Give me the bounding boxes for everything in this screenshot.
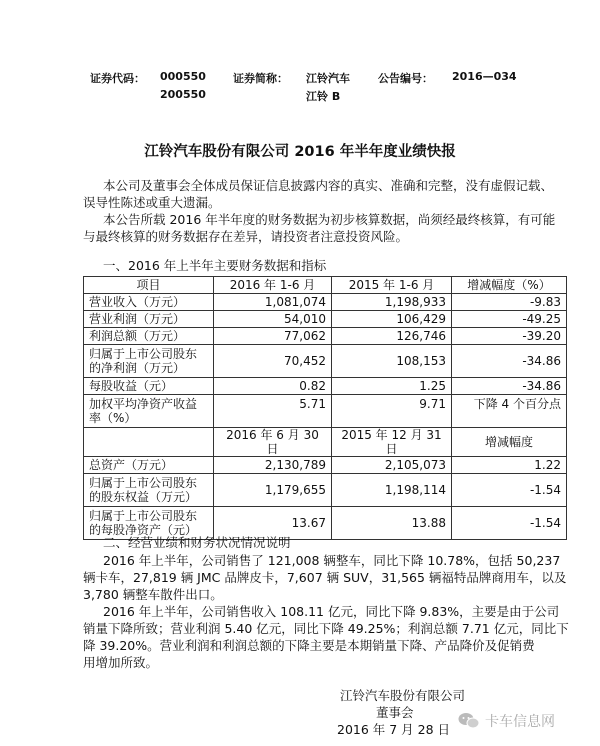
row-label: [84, 345, 214, 378]
code-label: 证券代码：: [90, 72, 145, 85]
change-value: -1.54: [452, 507, 567, 540]
change-value: -49.25: [452, 311, 567, 328]
section2-p2-line3: 降 39.20%。营业利润和利润总额的下降主要是本期销量下降、产品降价及促销费: [83, 638, 535, 653]
row-label-line2: 的净利润（万元）: [89, 361, 186, 375]
change-value: -1.54: [452, 474, 567, 507]
value-2016: 0.82: [214, 378, 332, 395]
table-row: [84, 457, 567, 474]
section1-title: 一、2016 年上半年主要财务数据和指标: [103, 258, 327, 273]
watermark: [458, 711, 555, 731]
value-2015: 108,153: [332, 345, 452, 378]
value-2016: 77,062: [214, 328, 332, 345]
stock-name-a: 江铃汽车: [306, 72, 350, 85]
header-2016-h1: 2016 年 1-6 月: [214, 277, 332, 294]
table-row: [84, 474, 567, 507]
stock-code-b: 200550: [160, 88, 206, 101]
header-change-2: 增减幅度: [452, 428, 567, 457]
change-value: -39.20: [452, 328, 567, 345]
row-label-line2: 的股东权益（万元）: [89, 490, 198, 504]
name-label: 证券简称：: [233, 72, 288, 85]
row-label: [84, 474, 214, 507]
watermark-text: 卡车信息网: [485, 714, 555, 730]
value-2015: 2,105,073: [332, 457, 452, 474]
table-row: [84, 395, 567, 428]
value-2015: 9.71: [332, 395, 452, 428]
signature-date: 2016 年 7 月 28 日: [337, 722, 451, 737]
table-row: [84, 311, 567, 328]
value-2015: 106,429: [332, 311, 452, 328]
section2-p2-line4: 用增加所致。: [83, 655, 159, 670]
table-row: [84, 345, 567, 378]
row-label-line1: 归属于上市公司股东: [89, 476, 198, 490]
header-change: 增减幅度（%）: [452, 277, 567, 294]
section2-p2-line2: 销量下降所致；营业利润 5.40 亿元，同比下降 49.25%；利润总额 7.71 亿元，同比下: [83, 621, 569, 636]
table-row: [84, 328, 567, 345]
value-2015: 1.25: [332, 378, 452, 395]
table-header-row: [84, 277, 567, 294]
signature-board: 董事会: [376, 705, 414, 720]
row-label-line2: 的每股净资产（元）: [89, 523, 198, 537]
financial-table: [83, 276, 567, 540]
row-label-line2: 率（%）: [89, 411, 137, 425]
intro-p1-line2: 误导性陈述或重大遗漏。: [83, 195, 221, 210]
section2-p2-line1: 2016 年上半年，公司销售收入 108.11 亿元，同比下降 9.83%，主要是由于公司: [103, 604, 560, 619]
change-value: -34.86: [452, 345, 567, 378]
row-label: 营业利润（万元）: [84, 311, 214, 328]
announcement-label: 公告编号：: [378, 72, 433, 85]
row-label: [84, 395, 214, 428]
value-2016: 2,130,789: [214, 457, 332, 474]
wechat-icon: [458, 712, 480, 730]
section2-p1-line3: 3,780 辆整车散件出口。: [83, 587, 223, 602]
value-2016: 54,010: [214, 311, 332, 328]
row-label: 营业收入（万元）: [84, 294, 214, 311]
row-label-line1: 归属于上市公司股东: [89, 509, 198, 523]
table-row: [84, 294, 567, 311]
row-label-line1: 归属于上市公司股东: [89, 347, 198, 361]
header-2015-dec31: 2015 年 12 月 31 日: [332, 428, 452, 457]
row-label: 每股收益（元）: [84, 378, 214, 395]
section2-p1-line1: 2016 年上半年，公司销售了 121,008 辆整车，同比下降 10.78%，包括 50,237: [103, 553, 561, 568]
header-2015-h1: 2015 年 1-6 月: [332, 277, 452, 294]
value-2015: 1,198,114: [332, 474, 452, 507]
intro-p1-line1: 本公司及董事会全体成员保证信息披露内容的真实、准确和完整，没有虚假记载、: [103, 178, 554, 193]
value-2015: 13.88: [332, 507, 452, 540]
announcement-number: 2016—034: [452, 70, 517, 83]
table-header-row-2: [84, 428, 567, 457]
row-label-line1: 加权平均净资产收益: [89, 397, 198, 411]
stock-code-a: 000550: [160, 70, 206, 83]
section2-p1-line2: 辆卡车，27,819 辆 JMC 品牌皮卡，7,607 辆 SUV，31,565 辆福特品牌商用车，以及: [83, 570, 567, 585]
intro-p2-line1: 本公告所载 2016 年半年度的财务数据为初步核算数据，尚须经最终核算，有可能: [103, 212, 556, 227]
table-row: [84, 378, 567, 395]
value-2016: 1,081,074: [214, 294, 332, 311]
stock-name-b: 江铃 B: [306, 90, 341, 103]
header-blank: [84, 428, 214, 457]
row-label: 利润总额（万元）: [84, 328, 214, 345]
value-2016: 5.71: [214, 395, 332, 428]
value-2016: 1,179,655: [214, 474, 332, 507]
value-2015: 126,746: [332, 328, 452, 345]
signature-company: 江铃汽车股份有限公司: [340, 688, 466, 703]
page-title: 江铃汽车股份有限公司 2016 年半年度业绩快报: [144, 144, 456, 160]
value-2016: 13.67: [214, 507, 332, 540]
header-item: 项目: [84, 277, 214, 294]
value-2015: 1,198,933: [332, 294, 452, 311]
change-value: -34.86: [452, 378, 567, 395]
change-value: 1.22: [452, 457, 567, 474]
change-value: -9.83: [452, 294, 567, 311]
row-label: 总资产（万元）: [84, 457, 214, 474]
value-2016: 70,452: [214, 345, 332, 378]
change-value: 下降 4 个百分点: [452, 395, 567, 428]
header-2016-jun30: 2016 年 6 月 30 日: [214, 428, 332, 457]
section2-title: 二、经营业绩和财务状况情况说明: [103, 535, 291, 550]
intro-p2-line2: 与最终核算的财务数据存在差异，请投资者注意投资风险。: [83, 229, 409, 244]
